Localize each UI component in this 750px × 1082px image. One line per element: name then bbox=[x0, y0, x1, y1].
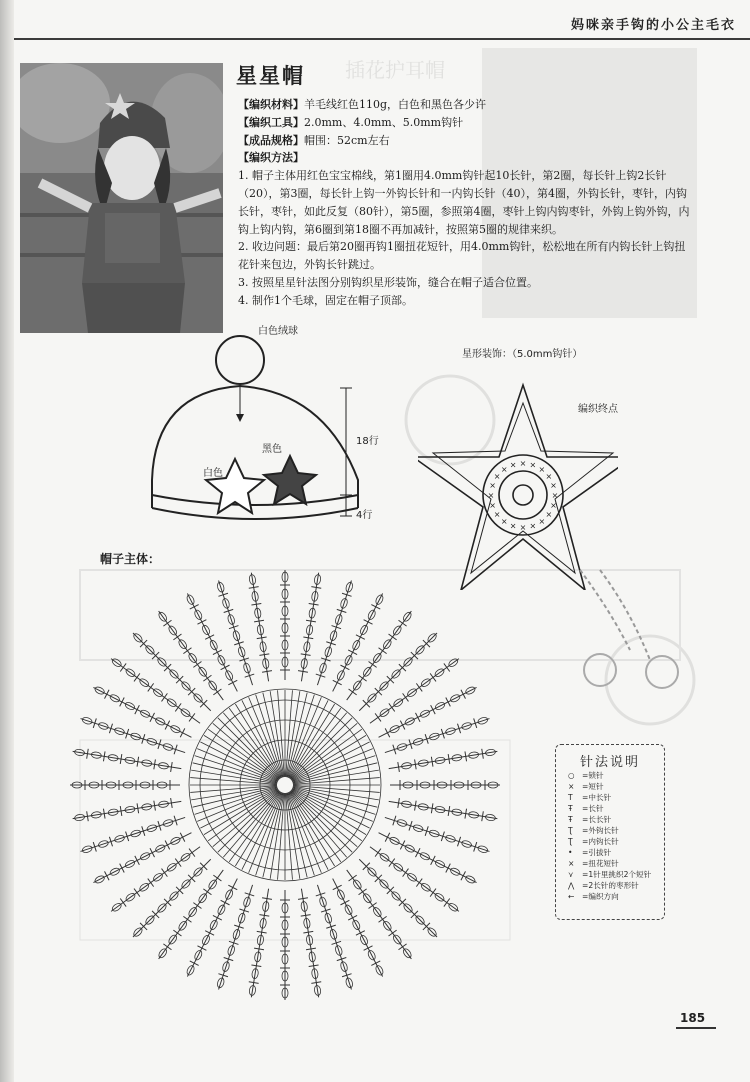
legend-symbol: Ʈ bbox=[568, 826, 573, 835]
radial-stitch-column bbox=[385, 719, 490, 753]
radial-stitch-column bbox=[159, 870, 224, 959]
legend-text: =短针 bbox=[582, 782, 604, 791]
legend-symbol: × bbox=[568, 859, 575, 868]
tools-value: 2.0mm、4.0mm、5.0mm钩针 bbox=[304, 115, 464, 129]
single-crochet-mark: × bbox=[509, 460, 517, 470]
legend-text: =外钩长针 bbox=[582, 826, 619, 835]
stitch-bar bbox=[415, 713, 420, 722]
stitch-bar bbox=[180, 728, 185, 737]
stitch-bar bbox=[105, 871, 110, 880]
stitch-bar bbox=[385, 833, 390, 842]
legend-symbol: T bbox=[568, 793, 573, 802]
center-stitch-line bbox=[293, 763, 378, 783]
stitch-bar bbox=[135, 856, 140, 865]
radial-stitch-column bbox=[81, 719, 186, 753]
single-crochet-mark: × bbox=[550, 481, 557, 491]
stitch-bar bbox=[431, 705, 436, 714]
method-step-4: 4. 制作1个毛球，固定在帽子顶部。 bbox=[238, 293, 413, 307]
radial-stitch-column bbox=[333, 593, 383, 691]
method-label: 【编织方法】 bbox=[238, 151, 304, 165]
hat-schematic bbox=[140, 330, 380, 545]
legend-symbol: ← bbox=[568, 892, 575, 901]
single-crochet-mark: × bbox=[529, 460, 537, 470]
legend-text: =长针 bbox=[582, 804, 604, 813]
legend-item bbox=[556, 836, 664, 847]
stitch-bar bbox=[364, 946, 373, 951]
radial-stitch-column bbox=[81, 817, 186, 851]
legend-title: 针法说明 bbox=[579, 755, 640, 770]
single-crochet-mark: × bbox=[500, 465, 508, 475]
size-value: 帽围：52cm左右 bbox=[304, 133, 390, 147]
legend-symbol: Ŧ bbox=[568, 815, 573, 824]
center-stitch-line bbox=[193, 787, 278, 807]
legend-item bbox=[556, 891, 664, 902]
single-crochet-mark: × bbox=[545, 509, 553, 519]
main-crochet-chart bbox=[65, 560, 505, 1020]
legend-symbol: • bbox=[568, 848, 573, 857]
stitch-bar bbox=[150, 848, 155, 857]
stitch-bar bbox=[135, 705, 140, 714]
radial-stitch-column bbox=[389, 801, 498, 818]
project-info bbox=[238, 96, 693, 310]
center-stitch-line bbox=[193, 763, 278, 783]
single-crochet-mark: × bbox=[487, 491, 495, 500]
legend-item bbox=[556, 858, 664, 869]
center-stitch-line bbox=[287, 693, 307, 778]
stitch-bar bbox=[431, 856, 436, 865]
radial-stitch-column bbox=[301, 573, 318, 682]
center-stitch-line bbox=[263, 793, 283, 878]
center-stitch-line bbox=[293, 787, 378, 807]
radial-stitch-column bbox=[370, 847, 459, 912]
radial-stitch-column bbox=[159, 611, 224, 700]
stitch-legend bbox=[555, 744, 665, 920]
stitch-bar bbox=[228, 885, 237, 890]
single-crochet-mark: × bbox=[550, 500, 557, 510]
stitch-bar bbox=[221, 665, 230, 670]
radial-stitch-column bbox=[385, 817, 490, 851]
pompom bbox=[216, 336, 264, 384]
legend-list bbox=[556, 770, 664, 902]
legend-item bbox=[556, 781, 664, 792]
single-crochet-mark: × bbox=[529, 521, 537, 531]
legend-symbol: × bbox=[568, 782, 575, 791]
legend-item bbox=[556, 770, 664, 781]
single-crochet-mark: × bbox=[551, 491, 559, 500]
legend-item bbox=[556, 847, 664, 858]
stitch-bar bbox=[364, 620, 373, 625]
pompom-chain bbox=[570, 560, 690, 690]
legend-item bbox=[556, 792, 664, 803]
single-crochet-mark: × bbox=[489, 500, 496, 510]
stitch-bar bbox=[213, 650, 222, 655]
black-star bbox=[264, 456, 316, 504]
center-stitch-line bbox=[287, 793, 307, 878]
radial-stitch-column bbox=[73, 751, 182, 768]
legend-text: =2长针的枣形针 bbox=[582, 881, 639, 890]
radial-stitch-column bbox=[93, 833, 191, 883]
legend-text: =内钩长针 bbox=[582, 837, 619, 846]
stitch-bar bbox=[221, 900, 230, 905]
stitch-bar bbox=[371, 605, 380, 610]
radial-stitch-column bbox=[317, 885, 351, 990]
project-title: 星星帽 bbox=[236, 63, 305, 88]
svg-text:插花护耳帽: 插花护耳帽 bbox=[345, 58, 445, 82]
star-chart-title: 星形装饰：（5.0mm钩针） bbox=[462, 349, 583, 360]
star-chart bbox=[418, 370, 618, 590]
stitch-bar bbox=[190, 961, 199, 966]
round-ring bbox=[275, 775, 295, 795]
stitch-bar bbox=[333, 680, 342, 685]
legend-item bbox=[556, 880, 664, 891]
center-stitch-line bbox=[263, 693, 283, 778]
single-crochet-mark: × bbox=[500, 516, 508, 526]
white-star-label: 白色 bbox=[203, 468, 223, 479]
legend-text: =1针里挑织2个短针 bbox=[582, 870, 652, 879]
legend-text: =中长针 bbox=[582, 793, 612, 802]
stitch-bar bbox=[340, 665, 349, 670]
stitch-bar bbox=[461, 690, 466, 699]
radial-stitch-column bbox=[187, 879, 237, 977]
single-crochet-mark: × bbox=[538, 516, 546, 526]
stitch-bar bbox=[205, 931, 214, 936]
tools-label: 【编织工具】 bbox=[238, 115, 304, 129]
stitch-bar bbox=[120, 697, 125, 706]
legend-symbol: ⋎ bbox=[568, 870, 574, 879]
method-step-3: 3. 按照星星针法图分别钩织星形装饰，缝合在帽子适合位置。 bbox=[238, 275, 538, 289]
legend-text: =扭花短针 bbox=[582, 859, 619, 868]
stitch-bar bbox=[446, 864, 451, 873]
stitch-bar bbox=[165, 840, 170, 849]
size-row bbox=[238, 132, 693, 150]
stitch-bar bbox=[333, 885, 342, 890]
radial-stitch-column bbox=[389, 751, 498, 768]
stitch-bar bbox=[356, 635, 365, 640]
single-crochet-mark: × bbox=[545, 472, 553, 482]
stitch-bar bbox=[340, 900, 349, 905]
legend-item bbox=[556, 814, 664, 825]
radial-stitch-column bbox=[187, 593, 237, 691]
radial-stitch-column bbox=[317, 581, 351, 686]
radial-stitch-column bbox=[251, 889, 268, 998]
body-rows-label: 18行 bbox=[356, 436, 379, 447]
stitch-bar bbox=[415, 848, 420, 857]
stitch-bar bbox=[400, 840, 405, 849]
radial-stitch-column bbox=[301, 889, 318, 998]
radial-stitch-column bbox=[370, 659, 459, 724]
radial-stitch-column bbox=[219, 885, 253, 990]
stitch-bar bbox=[213, 915, 222, 920]
radial-stitch-column bbox=[251, 573, 268, 682]
legend-text: =编织方向 bbox=[582, 892, 619, 901]
method-row bbox=[238, 149, 693, 167]
materials-row bbox=[238, 96, 693, 114]
stitch-bar bbox=[197, 946, 206, 951]
radial-stitch-column bbox=[111, 847, 200, 912]
stitch-bar bbox=[385, 728, 390, 737]
single-crochet-mark: × bbox=[509, 521, 517, 531]
method-step-2: 2. 收边问题：最后第20圈再钩1圈扭花短针，用4.0mm钩针，松松地在所有内钩长针上钩扭花针来包边，外钩长针跳过。 bbox=[238, 240, 686, 272]
materials-label: 【编织材料】 bbox=[238, 98, 304, 111]
radial-stitch-column bbox=[347, 870, 412, 959]
stitch-bar bbox=[348, 650, 357, 655]
legend-item bbox=[556, 803, 664, 814]
stitch-bar bbox=[356, 931, 365, 936]
radial-stitch-column bbox=[93, 687, 191, 737]
stitch-bar bbox=[105, 690, 110, 699]
legend-symbol: Ʈ bbox=[568, 837, 573, 846]
single-crochet-mark: × bbox=[493, 509, 501, 519]
hat-body bbox=[152, 386, 358, 508]
stitch-bar bbox=[228, 680, 237, 685]
stitch-bar bbox=[461, 871, 466, 880]
stitch-bar bbox=[371, 961, 380, 966]
size-label: 【成品规格】 bbox=[238, 133, 304, 147]
single-crochet-mark: × bbox=[493, 472, 501, 482]
materials-value: 羊毛线红色110g，白色和黑色各少许 bbox=[304, 98, 487, 111]
legend-symbol: Ŧ bbox=[568, 804, 573, 813]
single-crochet-mark: × bbox=[489, 481, 496, 491]
stitch-bar bbox=[348, 915, 357, 920]
single-crochet-mark: × bbox=[519, 459, 527, 468]
black-star-label: 黑色 bbox=[262, 444, 282, 455]
stitch-bar bbox=[180, 833, 185, 842]
pompom-label: 白色绒球 bbox=[258, 326, 298, 337]
radial-stitch-column bbox=[219, 581, 253, 686]
stitch-bar bbox=[120, 864, 125, 873]
legend-item bbox=[556, 825, 664, 836]
child-photo bbox=[20, 63, 223, 333]
book-title-header: 妈咪亲手钩的小公主毛衣 bbox=[570, 18, 736, 33]
legend-symbol: ⋀ bbox=[568, 881, 575, 890]
tools-row bbox=[238, 114, 693, 132]
photo-illustration bbox=[20, 63, 223, 333]
legend-symbol: ○ bbox=[568, 771, 575, 780]
radial-stitch-column bbox=[347, 611, 412, 700]
radial-stitch-column bbox=[379, 833, 477, 883]
star-end-label: 编织终点 bbox=[578, 404, 618, 415]
radial-stitch-column bbox=[73, 801, 182, 818]
legend-text: =引拔针 bbox=[582, 848, 612, 857]
single-crochet-mark: × bbox=[538, 465, 546, 475]
single-crochet-mark: × bbox=[519, 523, 527, 532]
stitch-bar bbox=[190, 605, 199, 610]
stitch-bar bbox=[205, 635, 214, 640]
main-chart-title: 帽子主体： bbox=[100, 552, 161, 566]
stitch-bar bbox=[165, 721, 170, 730]
radial-stitch-column bbox=[333, 879, 383, 977]
stitch-bar bbox=[150, 713, 155, 722]
legend-item bbox=[556, 869, 664, 880]
method-step-1: 1. 帽子主体用红色宝宝棉线，第1圈用4.0mm钩针起10长针，第2圈，每长针上钩2长针（20），第3圈，每长针上钩一外钩长针和一内钩长针（40），第4圈，外钩长针，枣针，内钩长针，枣针，如此反复（80针），第5圈，参照第4圈，枣针上钩内钩枣针，外钩上钩外钩，内钩上钩内钩，第6圈到第18圈不再加减针，按照第5圈的规律来织。 bbox=[238, 169, 690, 236]
hat-band bbox=[152, 495, 358, 519]
radial-stitch-column bbox=[379, 687, 477, 737]
legend-text: =长长针 bbox=[582, 815, 612, 824]
radial-stitch-column bbox=[111, 659, 200, 724]
page-number: 185 bbox=[680, 1011, 706, 1025]
legend-text: =锁针 bbox=[582, 771, 604, 780]
band-rows-label: 4行 bbox=[356, 510, 373, 521]
page-number-rule bbox=[676, 1027, 716, 1029]
stitch-bar bbox=[446, 697, 451, 706]
stitch-bar bbox=[197, 620, 206, 625]
stitch-bar bbox=[400, 721, 405, 730]
